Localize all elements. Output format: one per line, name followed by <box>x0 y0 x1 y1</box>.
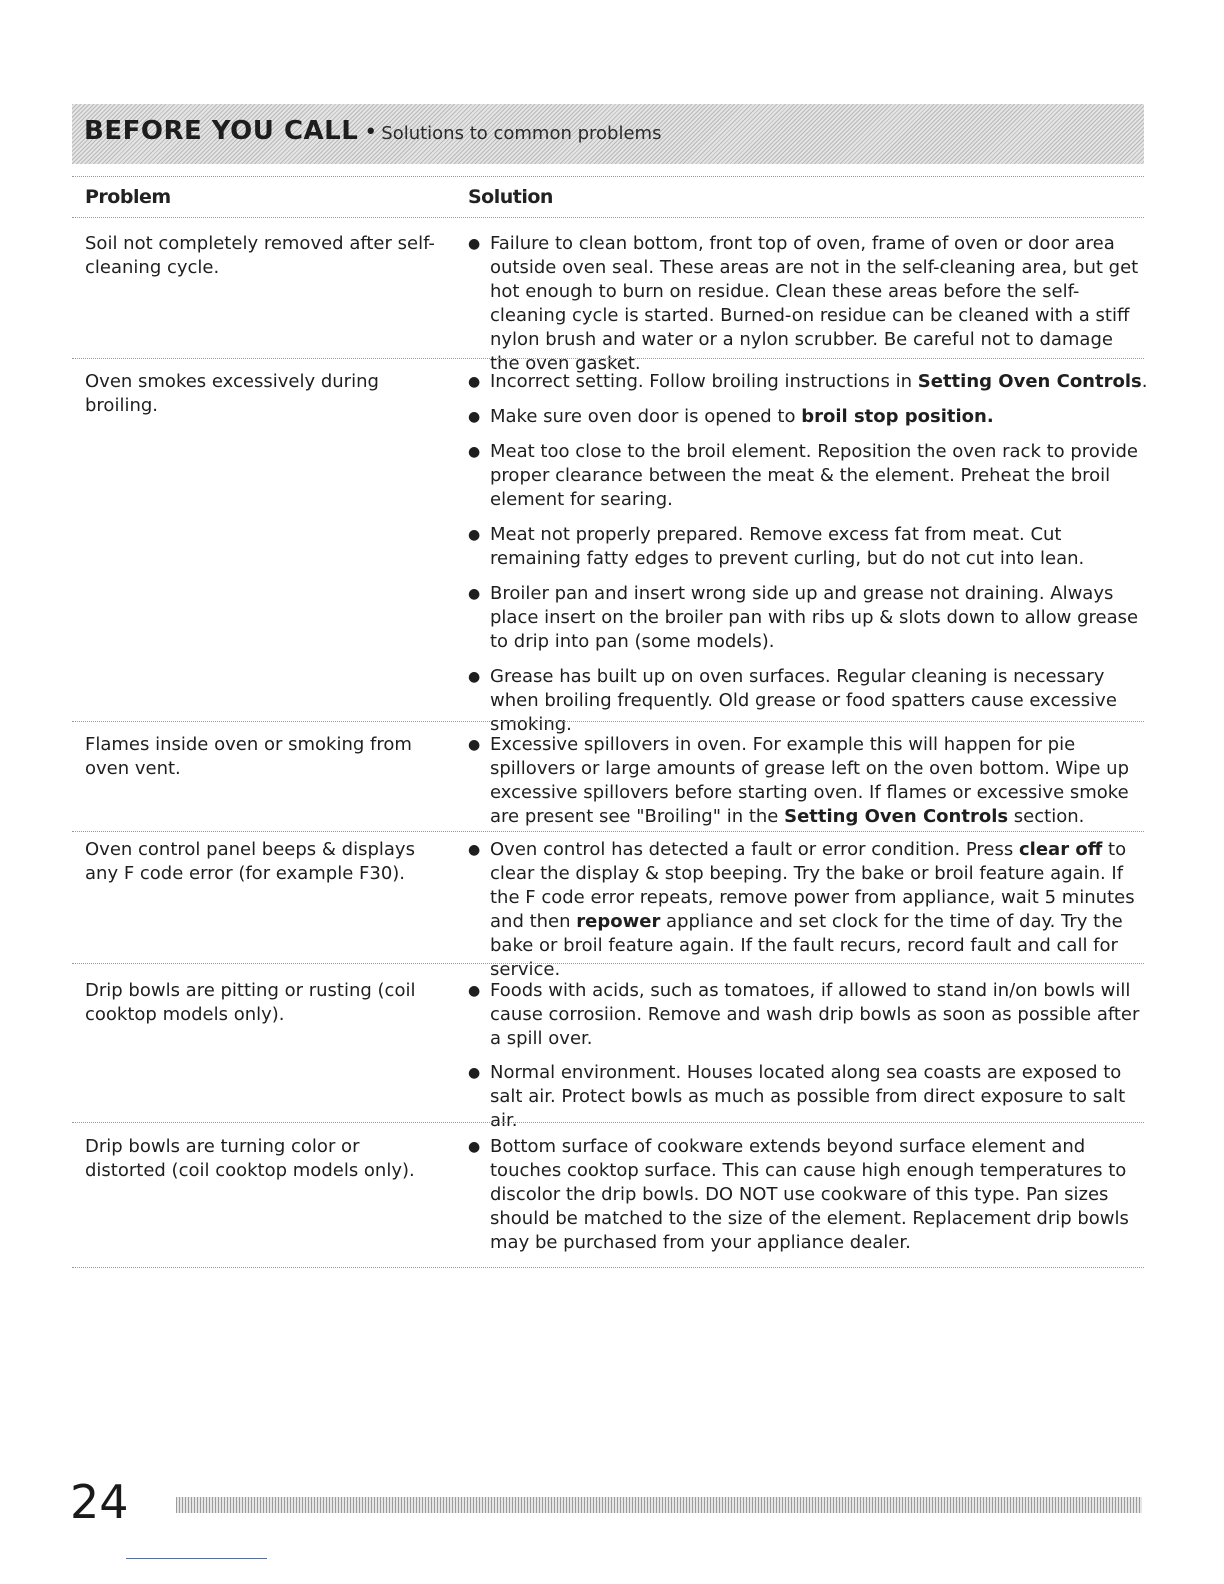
problem-text: Drip bowls are turning color or distorted (coil cooktop models only). <box>85 1136 415 1181</box>
solution-text: Normal environment. Houses located along sea coasts are exposed to salt air. Protect bowls as much as possible from direct exposure to salt air. <box>490 1062 1126 1131</box>
section-subtitle: Solutions to common problems <box>381 123 662 144</box>
solution-item <box>468 665 1148 737</box>
divider <box>72 1267 1144 1268</box>
divider <box>72 176 1144 177</box>
divider <box>72 217 1144 218</box>
solution-item <box>468 1135 1148 1255</box>
solution-emphasis: Setting Oven Controls <box>917 371 1142 392</box>
solution-text: Broiler pan and insert wrong side up and grease not draining. Always place insert on the broiler pan with ribs up & slots down to allow grease to drip into pan (some models). <box>490 583 1139 652</box>
section-header <box>84 116 661 146</box>
problem-text: Oven smokes excessively during broiling. <box>85 371 379 416</box>
page-number: 24 <box>70 1475 129 1529</box>
title-separator: • <box>364 120 378 145</box>
bullet-icon: ● <box>468 409 481 425</box>
solution-item <box>468 232 1148 376</box>
solution-text: to clear the display & stop beeping. Try the bake or broil feature again. If the F code error repeats, remove power from appliance, wait 5 minutes and then <box>490 839 1135 932</box>
divider <box>72 1122 1144 1123</box>
bullet-icon: ● <box>468 983 481 999</box>
section-title: BEFORE YOU CALL <box>84 116 359 146</box>
problem-text: Oven control panel beeps & displays any F code error (for example F30). <box>85 839 415 884</box>
solution-text: Bottom surface of cookware extends beyond surface element and touches cooktop surface. This can cause high enough temperatures to discolor the drip bowls. DO NOT use cookware of this type. Pan sizes should be matched to the size of the element. Replacement drip bowls may be purchased from your appliance dealer. <box>490 1136 1129 1253</box>
solution-item <box>468 979 1148 1051</box>
solution-emphasis: broil stop position. <box>801 406 994 427</box>
solution-text: Meat not properly prepared. Remove excess fat from meat. Cut remaining fatty edges to prevent curling, but do not cut into lean. <box>490 524 1085 569</box>
divider <box>72 963 1144 964</box>
bullet-icon: ● <box>468 669 481 685</box>
solution-item <box>468 582 1148 654</box>
solution-emphasis: repower <box>576 911 661 932</box>
bullet-icon: ● <box>468 1139 481 1155</box>
divider <box>72 358 1144 359</box>
solution-item <box>468 838 1148 982</box>
solution-text: . <box>1141 371 1148 392</box>
bullet-icon: ● <box>468 586 481 602</box>
problem-text: Flames inside oven or smoking from oven vent. <box>85 734 412 779</box>
bullet-icon: ● <box>468 737 481 753</box>
solution-text: Oven control has detected a fault or error condition. Press <box>490 839 1019 860</box>
solution-item <box>468 405 1148 429</box>
bullet-icon: ● <box>468 1065 481 1081</box>
solution-text: section. <box>1008 806 1085 827</box>
solution-text: Excessive spillovers in oven. For example this will happen for pie spillovers or large amounts of grease left on the oven bottom. Wipe up excessive spillovers before starting oven. If flames or excessive smoke are present see "Broiling" in the <box>490 734 1129 827</box>
solution-text: Foods with acids, such as tomatoes, if allowed to stand in/on bowls will cause corrosiion. Remove and wash drip bowls as soon as possible after a spill over. <box>490 980 1140 1049</box>
solution-text: Incorrect setting. Follow broiling instructions in <box>490 371 918 392</box>
solution-text: appliance and set clock for the time of day. Try the bake or broil feature again. If the fault recurs, record fault and call for service. <box>490 911 1123 980</box>
section-header-banner <box>72 104 1144 164</box>
problem-text: Soil not completely removed after self-cleaning cycle. <box>85 233 435 278</box>
footer-rule <box>126 1558 267 1559</box>
bullet-icon: ● <box>468 444 481 460</box>
solution-item <box>468 733 1148 829</box>
divider <box>72 831 1144 832</box>
column-header-solution: Solution <box>468 186 553 208</box>
bullet-icon: ● <box>468 374 481 390</box>
solution-text: Meat too close to the broil element. Reposition the oven rack to provide proper clearance between the meat & the element. Preheat the broil element for searing. <box>490 441 1138 510</box>
solution-item <box>468 370 1148 394</box>
divider <box>72 721 1144 722</box>
solution-item <box>468 523 1148 571</box>
problem-text: Drip bowls are pitting or rusting (coil cooktop models only). <box>85 980 416 1025</box>
solution-emphasis: clear off <box>1019 839 1103 860</box>
footer-bar <box>176 1497 1142 1513</box>
solution-text: Grease has built up on oven surfaces. Regular cleaning is necessary when broiling frequently. Old grease or food spatters cause excessive smoking. <box>490 666 1117 735</box>
solution-text: Failure to clean bottom, front top of oven, frame of oven or door area outside oven seal. These areas are not in the self-cleaning area, but get hot enough to burn on residue. Clean these areas before the self-cleaning cycle is started. Burned-on residue can be cleaned with a stiff nylon brush and water or a nylon scrubber. Be careful not to damage the oven gasket. <box>490 233 1139 374</box>
solution-text: Make sure oven door is opened to <box>490 406 802 427</box>
bullet-icon: ● <box>468 842 481 858</box>
bullet-icon: ● <box>468 236 481 252</box>
bullet-icon: ● <box>468 527 481 543</box>
solution-item <box>468 440 1148 512</box>
column-header-problem: Problem <box>85 186 171 208</box>
solution-emphasis: Setting Oven Controls <box>784 806 1009 827</box>
